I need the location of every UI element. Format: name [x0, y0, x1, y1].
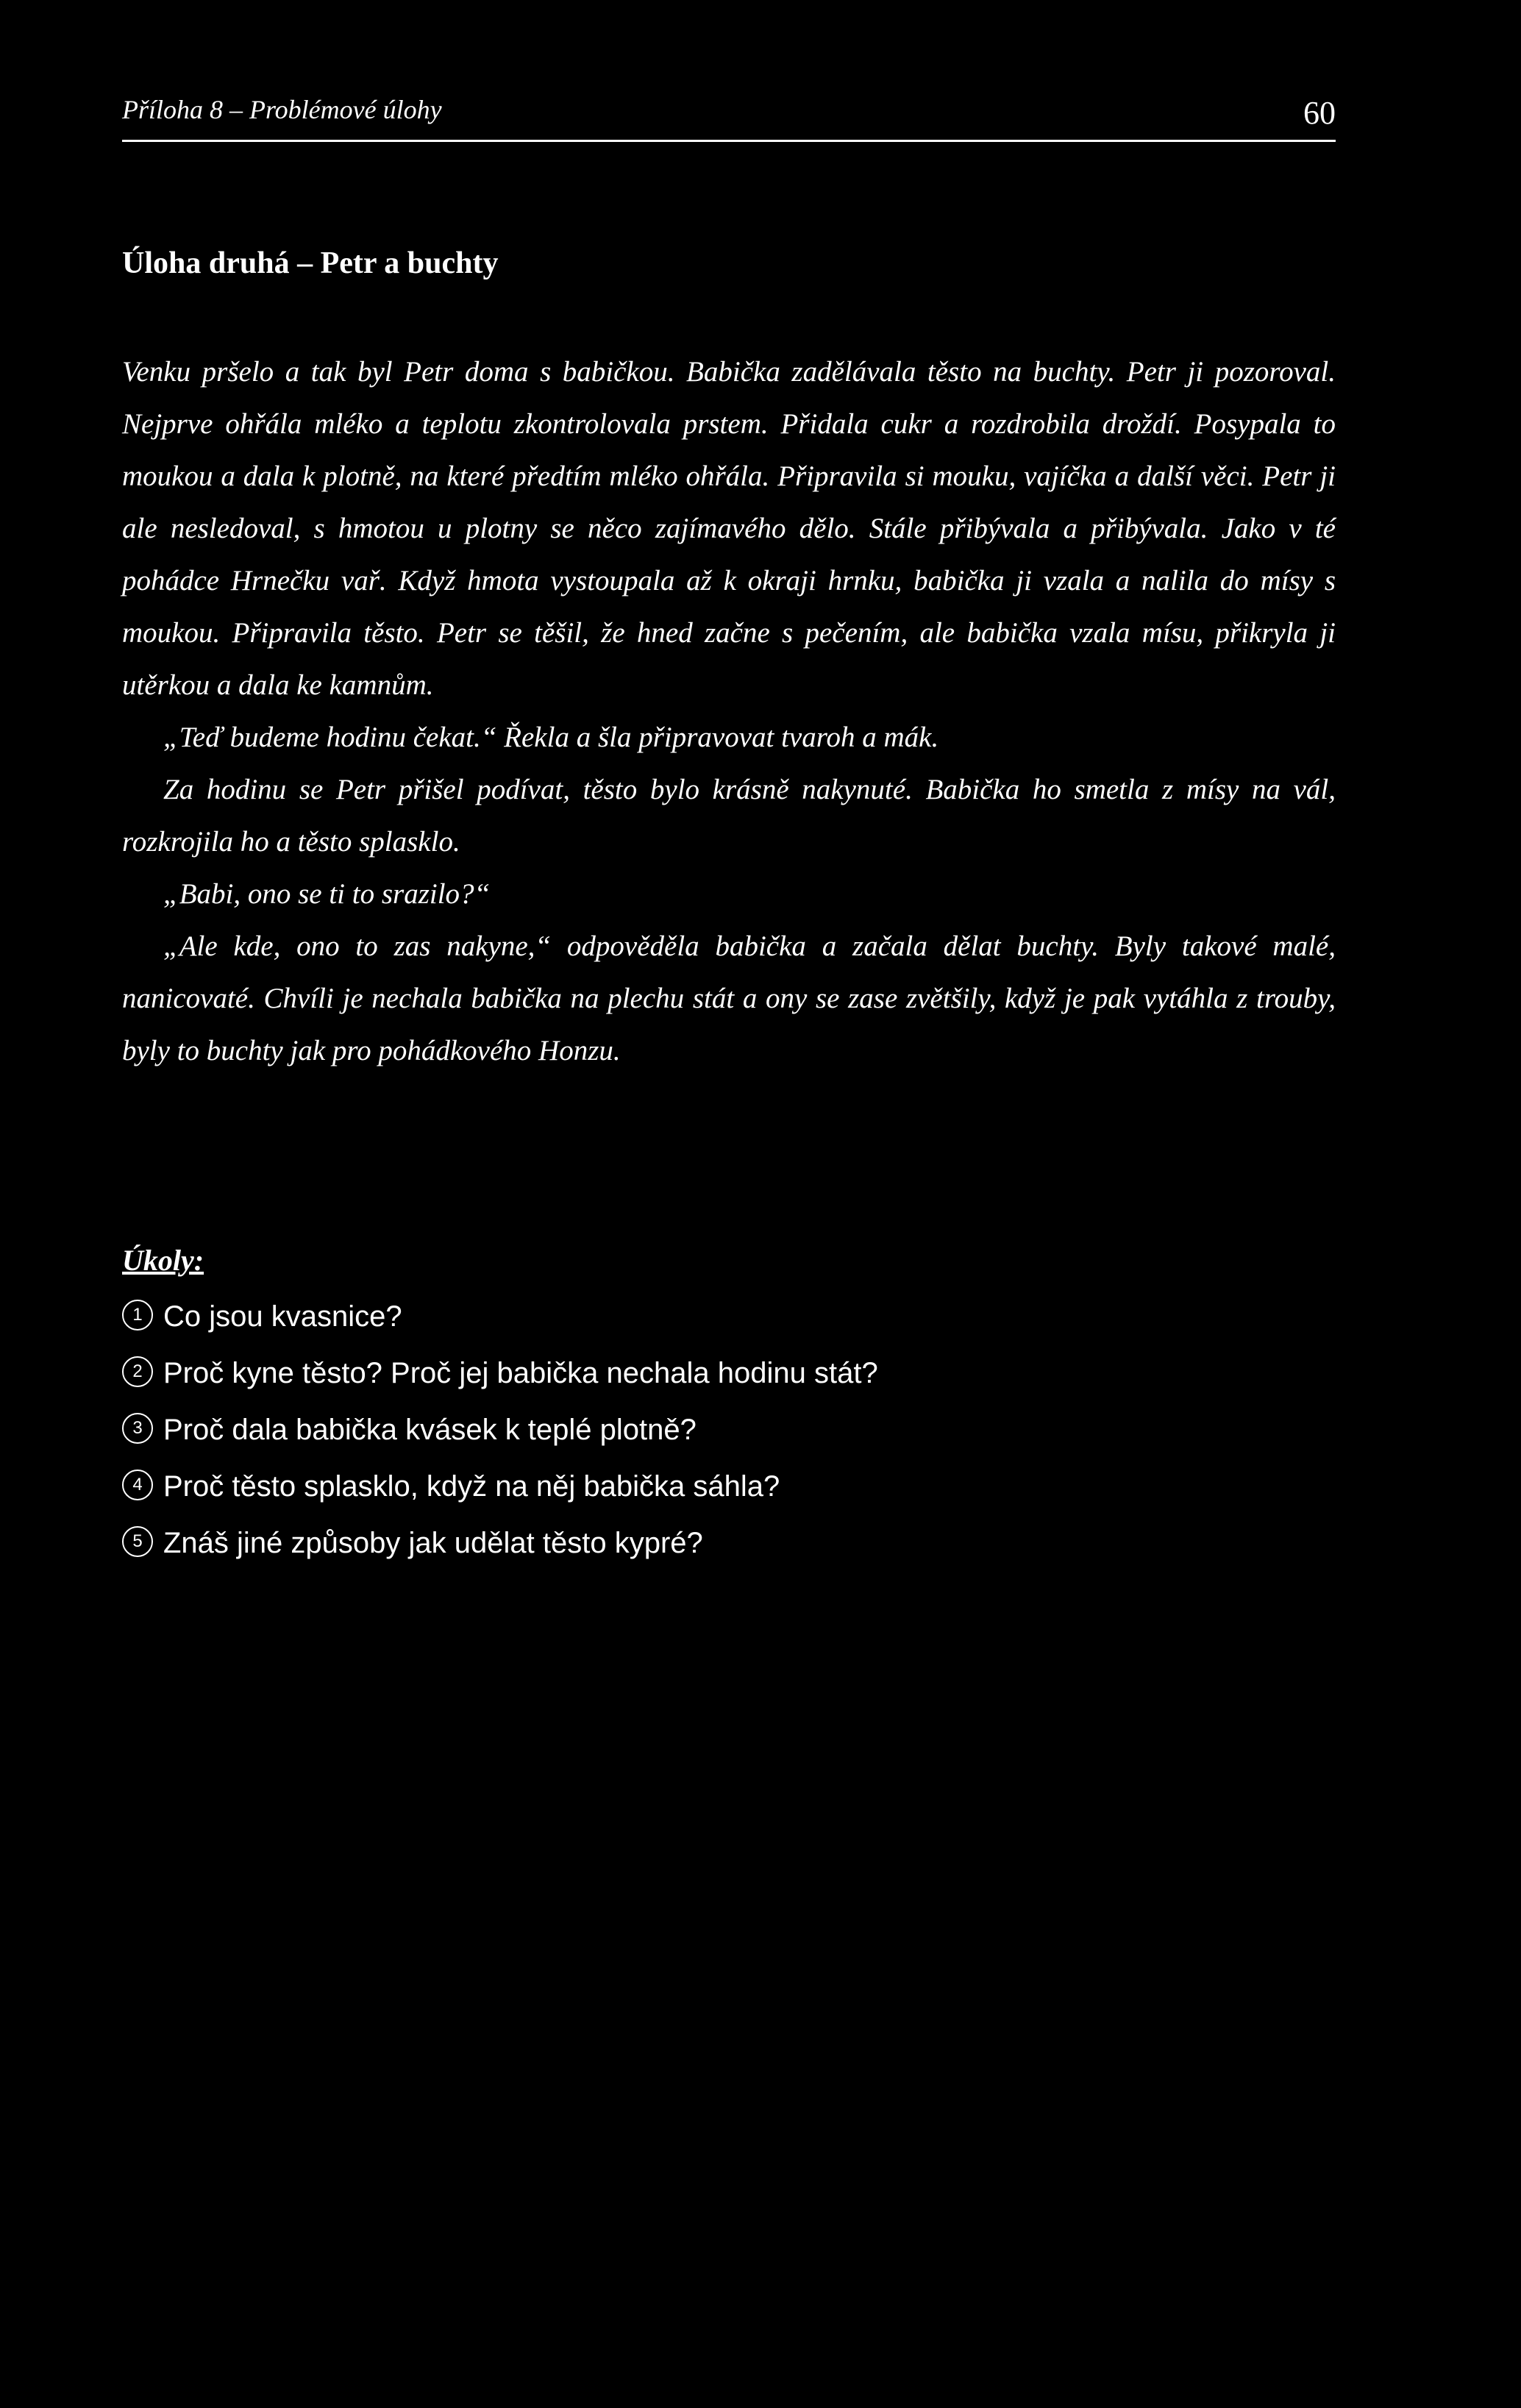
- circled-number-icon: 3: [122, 1413, 153, 1444]
- story-paragraph: „Babi, ono se ti to srazilo?“: [163, 878, 491, 910]
- header-title: Příloha 8 – Problémové úlohy: [122, 95, 442, 124]
- tasks-list: [122, 1289, 1336, 1572]
- section-title: Úloha druhá – Petr a buchty: [122, 246, 499, 280]
- task-item: [122, 1289, 1336, 1345]
- story-text: [122, 346, 1336, 1077]
- page-header: [122, 87, 1336, 142]
- task-text: Proč těsto splasklo, když na něj babička sáhla?: [163, 1470, 780, 1503]
- story-paragraph: Za hodinu se Petr přišel podívat, těsto bylo krásně nakynuté. Babička ho smetla z mísy na vál, rozkrojila ho a těsto splasklo.: [122, 774, 1336, 858]
- circled-number-icon: 1: [122, 1300, 153, 1331]
- story-paragraph: „Ale kde, ono to zas nakyne,“ odpověděla babička a začala dělat buchty. Byly takové malé, nanicovaté. Chvíli je nechala babička na plechu stát a ony se zase zvětšily, když je pak vytáhla z trouby, byly to buchty jak pro pohádkového Honzu.: [122, 930, 1336, 1066]
- tasks-heading: Úkoly:: [122, 1244, 204, 1277]
- task-text: Proč dala babička kvásek k teplé plotně?: [163, 1414, 697, 1446]
- task-text: Proč kyne těsto? Proč jej babička nechala hodinu stát?: [163, 1357, 878, 1389]
- task-item: [122, 1402, 1336, 1458]
- task-text: Co jsou kvasnice?: [163, 1300, 402, 1333]
- circled-number-icon: 5: [122, 1526, 153, 1557]
- circled-number-icon: 4: [122, 1470, 153, 1500]
- circled-number-icon: 2: [122, 1356, 153, 1387]
- story-paragraph: Venku pršelo a tak byl Petr doma s babičkou. Babička zadělávala těsto na buchty. Petr ji pozoroval. Nejprve ohřála mléko a teplotu zkontrolovala prstem. Přidala cukr a rozdrobila droždí. Posypala to moukou a dala k plotně, na které předtím mléko ohřála. Připravila si mouku, vajíčka a další věci. Petr ji ale nesledoval, s hmotou u plotny se něco zajímavého dělo. Stále přibývala a přibývala. Jako v té pohádce Hrnečku vař. Když hmota vystoupala až k okraji hrnku, babička ji vzala a nalila do mísy s moukou. Připravila těsto. Petr se těšil, že hned začne s pečením, ale babička vzala mísu, přikryla ji utěrkou a dala ke kamnům.: [122, 356, 1336, 701]
- page-number: 60: [1303, 95, 1336, 131]
- story-paragraph: „Teď budeme hodinu čekat.“ Řekla a šla připravovat tvaroh a mák.: [163, 722, 939, 753]
- task-item: [122, 1458, 1336, 1515]
- task-item: [122, 1345, 1336, 1402]
- task-text: Znáš jiné způsoby jak udělat těsto kypré?: [163, 1527, 703, 1559]
- task-item: [122, 1515, 1336, 1572]
